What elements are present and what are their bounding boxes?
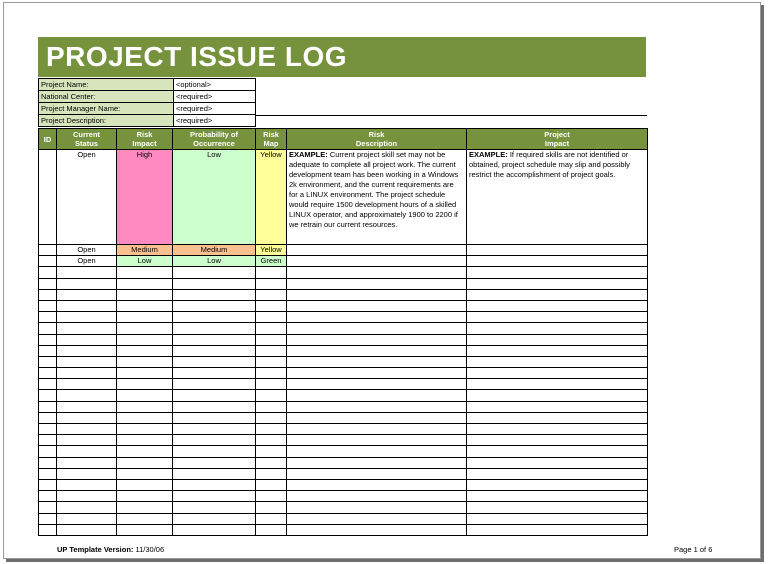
empty-cell[interactable]	[287, 491, 467, 502]
empty-cell[interactable]	[117, 491, 173, 502]
empty-cell[interactable]	[57, 524, 117, 535]
empty-cell[interactable]	[287, 424, 467, 435]
empty-cell[interactable]	[39, 356, 57, 367]
empty-cell[interactable]	[467, 345, 648, 356]
empty-cell[interactable]	[467, 524, 648, 535]
empty-cell[interactable]	[57, 345, 117, 356]
empty-cell[interactable]	[39, 435, 57, 446]
empty-cell[interactable]	[39, 390, 57, 401]
empty-cell[interactable]	[39, 446, 57, 457]
empty-cell[interactable]	[467, 435, 648, 446]
cell-status[interactable]: Open	[57, 245, 117, 256]
info-row-national-center	[39, 91, 256, 103]
empty-cell[interactable]	[287, 479, 467, 490]
col-header-id: ID	[39, 129, 57, 150]
empty-table-row	[39, 446, 648, 457]
empty-cell[interactable]	[256, 424, 287, 435]
empty-cell[interactable]	[39, 412, 57, 423]
empty-cell[interactable]	[117, 401, 173, 412]
impact-text: If required skills are not identified or obtained, project schedule may slip and possibly restrict the accomplishment of project goals.	[469, 150, 630, 179]
empty-cell[interactable]	[117, 390, 173, 401]
empty-cell[interactable]	[117, 368, 173, 379]
empty-cell[interactable]	[117, 267, 173, 278]
empty-cell[interactable]	[173, 524, 256, 535]
cell-risk-impact[interactable]: High	[117, 150, 173, 245]
empty-cell[interactable]	[39, 491, 57, 502]
empty-cell[interactable]	[173, 345, 256, 356]
empty-cell[interactable]	[173, 312, 256, 323]
empty-cell[interactable]	[117, 356, 173, 367]
empty-table-row	[39, 312, 648, 323]
empty-cell[interactable]	[173, 334, 256, 345]
empty-cell[interactable]	[256, 334, 287, 345]
empty-cell[interactable]	[173, 267, 256, 278]
project-info-table	[38, 78, 256, 127]
info-label: Project Description:	[39, 115, 174, 127]
empty-cell[interactable]	[57, 300, 117, 311]
empty-cell[interactable]	[467, 390, 648, 401]
empty-cell[interactable]	[467, 368, 648, 379]
empty-table-row	[39, 289, 648, 300]
empty-cell[interactable]	[256, 502, 287, 513]
col-header-probability: Probability of Occurrence	[173, 129, 256, 150]
empty-cell[interactable]	[117, 300, 173, 311]
empty-cell[interactable]	[39, 267, 57, 278]
empty-table-row	[39, 368, 648, 379]
empty-cell[interactable]	[117, 323, 173, 334]
empty-cell[interactable]	[467, 457, 648, 468]
empty-cell[interactable]	[287, 267, 467, 278]
empty-cell[interactable]	[57, 457, 117, 468]
empty-cell[interactable]	[173, 356, 256, 367]
empty-table-row	[39, 513, 648, 524]
empty-cell[interactable]	[39, 513, 57, 524]
empty-table-row	[39, 479, 648, 490]
empty-cell[interactable]	[39, 424, 57, 435]
description-text: Current project skill set may not be adequate to complete all project work. The current development team has been working in a Windows 2k environment, and the current requirements are for a LINUX environment. The project schedule would require 1500 development hours of a skilled LINUX operator, and approximately 1900 to 2200 if we retrain our current resources.	[289, 150, 459, 229]
empty-cell[interactable]	[467, 379, 648, 390]
empty-cell[interactable]	[287, 502, 467, 513]
empty-cell[interactable]	[117, 457, 173, 468]
empty-cell[interactable]	[117, 479, 173, 490]
empty-cell[interactable]	[57, 356, 117, 367]
cell-id[interactable]	[39, 256, 57, 267]
empty-table-row	[39, 424, 648, 435]
empty-cell[interactable]	[256, 312, 287, 323]
empty-cell[interactable]	[287, 435, 467, 446]
empty-cell[interactable]	[173, 323, 256, 334]
empty-cell[interactable]	[287, 390, 467, 401]
empty-cell[interactable]	[287, 278, 467, 289]
page-number: Page 1 of 6	[674, 545, 713, 554]
info-value[interactable]: <required>	[174, 91, 256, 103]
info-row-project-description	[39, 115, 256, 127]
empty-cell[interactable]	[467, 334, 648, 345]
empty-cell[interactable]	[57, 368, 117, 379]
empty-cell[interactable]	[117, 312, 173, 323]
empty-cell[interactable]	[39, 479, 57, 490]
empty-cell[interactable]	[57, 334, 117, 345]
empty-cell[interactable]	[173, 502, 256, 513]
empty-table-row	[39, 300, 648, 311]
empty-cell[interactable]	[467, 491, 648, 502]
empty-cell[interactable]	[256, 491, 287, 502]
empty-cell[interactable]	[173, 300, 256, 311]
empty-cell[interactable]	[467, 412, 648, 423]
empty-table-row	[39, 457, 648, 468]
empty-cell[interactable]	[173, 379, 256, 390]
empty-cell[interactable]	[173, 289, 256, 300]
example-label: EXAMPLE:	[289, 150, 328, 159]
empty-cell[interactable]	[256, 435, 287, 446]
empty-cell[interactable]	[287, 412, 467, 423]
info-value[interactable]: <required>	[174, 115, 256, 127]
info-label: Project Manager Name:	[39, 103, 174, 115]
empty-cell[interactable]	[467, 312, 648, 323]
page-title: PROJECT ISSUE LOG	[38, 37, 646, 77]
cell-probability[interactable]: Medium	[173, 245, 256, 256]
col-header-risk-map: Risk Map	[256, 129, 287, 150]
empty-cell[interactable]	[117, 289, 173, 300]
empty-cell[interactable]	[287, 368, 467, 379]
empty-cell[interactable]	[39, 289, 57, 300]
info-value[interactable]: <optional>	[174, 79, 256, 91]
empty-cell[interactable]	[173, 278, 256, 289]
empty-cell[interactable]	[173, 513, 256, 524]
empty-cell[interactable]	[467, 468, 648, 479]
empty-cell[interactable]	[57, 412, 117, 423]
table-header-row	[39, 129, 648, 150]
empty-cell[interactable]	[173, 368, 256, 379]
empty-table-row	[39, 323, 648, 334]
info-row-project-manager	[39, 103, 256, 115]
empty-cell[interactable]	[256, 457, 287, 468]
cell-risk-map[interactable]: Yellow	[256, 150, 287, 245]
empty-cell[interactable]	[256, 323, 287, 334]
empty-cell[interactable]	[287, 524, 467, 535]
empty-cell[interactable]	[57, 267, 117, 278]
empty-cell[interactable]	[173, 457, 256, 468]
empty-cell[interactable]	[57, 424, 117, 435]
empty-cell[interactable]	[467, 479, 648, 490]
info-row-project-name	[39, 79, 256, 91]
empty-cell[interactable]	[287, 401, 467, 412]
empty-cell[interactable]	[287, 446, 467, 457]
empty-table-row	[39, 491, 648, 502]
cell-project-impact[interactable]	[467, 256, 648, 267]
empty-cell[interactable]	[173, 446, 256, 457]
cell-status[interactable]: Open	[57, 150, 117, 245]
empty-table-row	[39, 278, 648, 289]
empty-cell[interactable]	[467, 356, 648, 367]
empty-cell[interactable]	[173, 424, 256, 435]
empty-cell[interactable]	[39, 278, 57, 289]
empty-cell[interactable]	[117, 435, 173, 446]
empty-cell[interactable]	[57, 323, 117, 334]
empty-cell[interactable]	[57, 479, 117, 490]
empty-cell[interactable]	[256, 300, 287, 311]
empty-table-row	[39, 356, 648, 367]
empty-table-row	[39, 524, 648, 535]
empty-cell[interactable]	[467, 424, 648, 435]
empty-cell[interactable]	[256, 379, 287, 390]
info-value[interactable]: <required>	[174, 103, 256, 115]
empty-cell[interactable]	[173, 491, 256, 502]
empty-cell[interactable]	[287, 300, 467, 311]
empty-cell[interactable]	[57, 502, 117, 513]
empty-cell[interactable]	[256, 468, 287, 479]
empty-cell[interactable]	[117, 345, 173, 356]
empty-cell[interactable]	[467, 502, 648, 513]
empty-cell[interactable]	[256, 401, 287, 412]
empty-cell[interactable]	[117, 278, 173, 289]
empty-cell[interactable]	[287, 323, 467, 334]
empty-cell[interactable]	[39, 312, 57, 323]
empty-cell[interactable]	[173, 479, 256, 490]
empty-cell[interactable]	[287, 345, 467, 356]
table-row	[39, 245, 648, 256]
cell-risk-map[interactable]: Yellow	[256, 245, 287, 256]
empty-cell[interactable]	[39, 468, 57, 479]
cell-project-impact[interactable]	[467, 150, 648, 245]
col-header-risk-description: Risk Description	[287, 129, 467, 150]
empty-cell[interactable]	[256, 289, 287, 300]
empty-cell[interactable]	[117, 513, 173, 524]
empty-cell[interactable]	[117, 334, 173, 345]
empty-cell[interactable]	[117, 502, 173, 513]
empty-cell[interactable]	[256, 356, 287, 367]
empty-cell[interactable]	[467, 513, 648, 524]
empty-cell[interactable]	[256, 390, 287, 401]
empty-cell[interactable]	[57, 278, 117, 289]
empty-cell[interactable]	[39, 300, 57, 311]
empty-cell[interactable]	[467, 278, 648, 289]
empty-table-row	[39, 435, 648, 446]
issue-log-table	[38, 128, 648, 536]
empty-table-row	[39, 390, 648, 401]
empty-cell[interactable]	[287, 468, 467, 479]
empty-cell[interactable]	[117, 446, 173, 457]
empty-cell[interactable]	[467, 267, 648, 278]
empty-cell[interactable]	[117, 468, 173, 479]
cell-risk-description[interactable]	[287, 245, 467, 256]
info-label: Project Name:	[39, 79, 174, 91]
example-label: EXAMPLE:	[469, 150, 508, 159]
empty-cell[interactable]	[117, 424, 173, 435]
empty-cell[interactable]	[173, 390, 256, 401]
empty-cell[interactable]	[287, 312, 467, 323]
empty-cell[interactable]	[57, 390, 117, 401]
empty-cell[interactable]	[39, 379, 57, 390]
version-label: UP Template Version:	[57, 545, 134, 554]
empty-cell[interactable]	[57, 491, 117, 502]
empty-cell[interactable]	[256, 345, 287, 356]
empty-cell[interactable]	[173, 468, 256, 479]
col-header-project-impact: Project Impact	[467, 129, 648, 150]
cell-risk-impact[interactable]: Medium	[117, 245, 173, 256]
col-header-risk-impact: Risk Impact	[117, 129, 173, 150]
cell-id[interactable]	[39, 150, 57, 245]
empty-cell[interactable]	[256, 513, 287, 524]
empty-table-row	[39, 345, 648, 356]
empty-cell[interactable]	[256, 479, 287, 490]
empty-cell[interactable]	[173, 435, 256, 446]
empty-table-row	[39, 401, 648, 412]
empty-cell[interactable]	[287, 513, 467, 524]
empty-cell[interactable]	[287, 356, 467, 367]
cell-risk-impact[interactable]: Low	[117, 256, 173, 267]
empty-cell[interactable]	[39, 345, 57, 356]
col-header-status: Current Status	[57, 129, 117, 150]
empty-cell[interactable]	[256, 446, 287, 457]
template-version	[57, 545, 164, 554]
empty-cell[interactable]	[173, 412, 256, 423]
empty-cell[interactable]	[467, 323, 648, 334]
empty-cell[interactable]	[256, 412, 287, 423]
empty-cell[interactable]	[39, 524, 57, 535]
empty-cell[interactable]	[117, 412, 173, 423]
cell-id[interactable]	[39, 245, 57, 256]
empty-cell[interactable]	[467, 446, 648, 457]
empty-cell[interactable]	[39, 401, 57, 412]
empty-cell[interactable]	[173, 401, 256, 412]
empty-cell[interactable]	[467, 300, 648, 311]
empty-table-row	[39, 379, 648, 390]
table-row	[39, 150, 648, 245]
empty-cell[interactable]	[57, 379, 117, 390]
empty-table-row	[39, 468, 648, 479]
empty-cell[interactable]	[287, 457, 467, 468]
cell-risk-description[interactable]	[287, 150, 467, 245]
empty-cell[interactable]	[39, 368, 57, 379]
empty-cell[interactable]	[467, 289, 648, 300]
cell-project-impact[interactable]	[467, 245, 648, 256]
empty-cell[interactable]	[39, 502, 57, 513]
table-row	[39, 256, 648, 267]
cell-risk-map[interactable]: Green	[256, 256, 287, 267]
cell-risk-description[interactable]	[287, 256, 467, 267]
cell-status[interactable]: Open	[57, 256, 117, 267]
empty-cell[interactable]	[287, 379, 467, 390]
version-value: 11/30/06	[135, 545, 165, 554]
empty-table-row	[39, 334, 648, 345]
empty-cell[interactable]	[57, 435, 117, 446]
empty-cell[interactable]	[39, 457, 57, 468]
empty-cell[interactable]	[256, 368, 287, 379]
empty-table-row	[39, 412, 648, 423]
empty-cell[interactable]	[287, 334, 467, 345]
description-divider	[255, 115, 647, 116]
empty-cell[interactable]	[39, 323, 57, 334]
empty-cell[interactable]	[57, 468, 117, 479]
empty-cell[interactable]	[467, 401, 648, 412]
empty-cell[interactable]	[57, 446, 117, 457]
empty-cell[interactable]	[39, 334, 57, 345]
empty-cell[interactable]	[57, 289, 117, 300]
empty-cell[interactable]	[57, 312, 117, 323]
empty-cell[interactable]	[57, 401, 117, 412]
empty-table-row	[39, 267, 648, 278]
empty-cell[interactable]	[256, 524, 287, 535]
empty-cell[interactable]	[256, 267, 287, 278]
empty-cell[interactable]	[57, 513, 117, 524]
empty-cell[interactable]	[117, 524, 173, 535]
empty-cell[interactable]	[117, 379, 173, 390]
cell-probability[interactable]: Low	[173, 256, 256, 267]
info-label: National Center:	[39, 91, 174, 103]
empty-cell[interactable]	[287, 289, 467, 300]
cell-probability[interactable]: Low	[173, 150, 256, 245]
empty-table-row	[39, 502, 648, 513]
empty-cell[interactable]	[256, 278, 287, 289]
